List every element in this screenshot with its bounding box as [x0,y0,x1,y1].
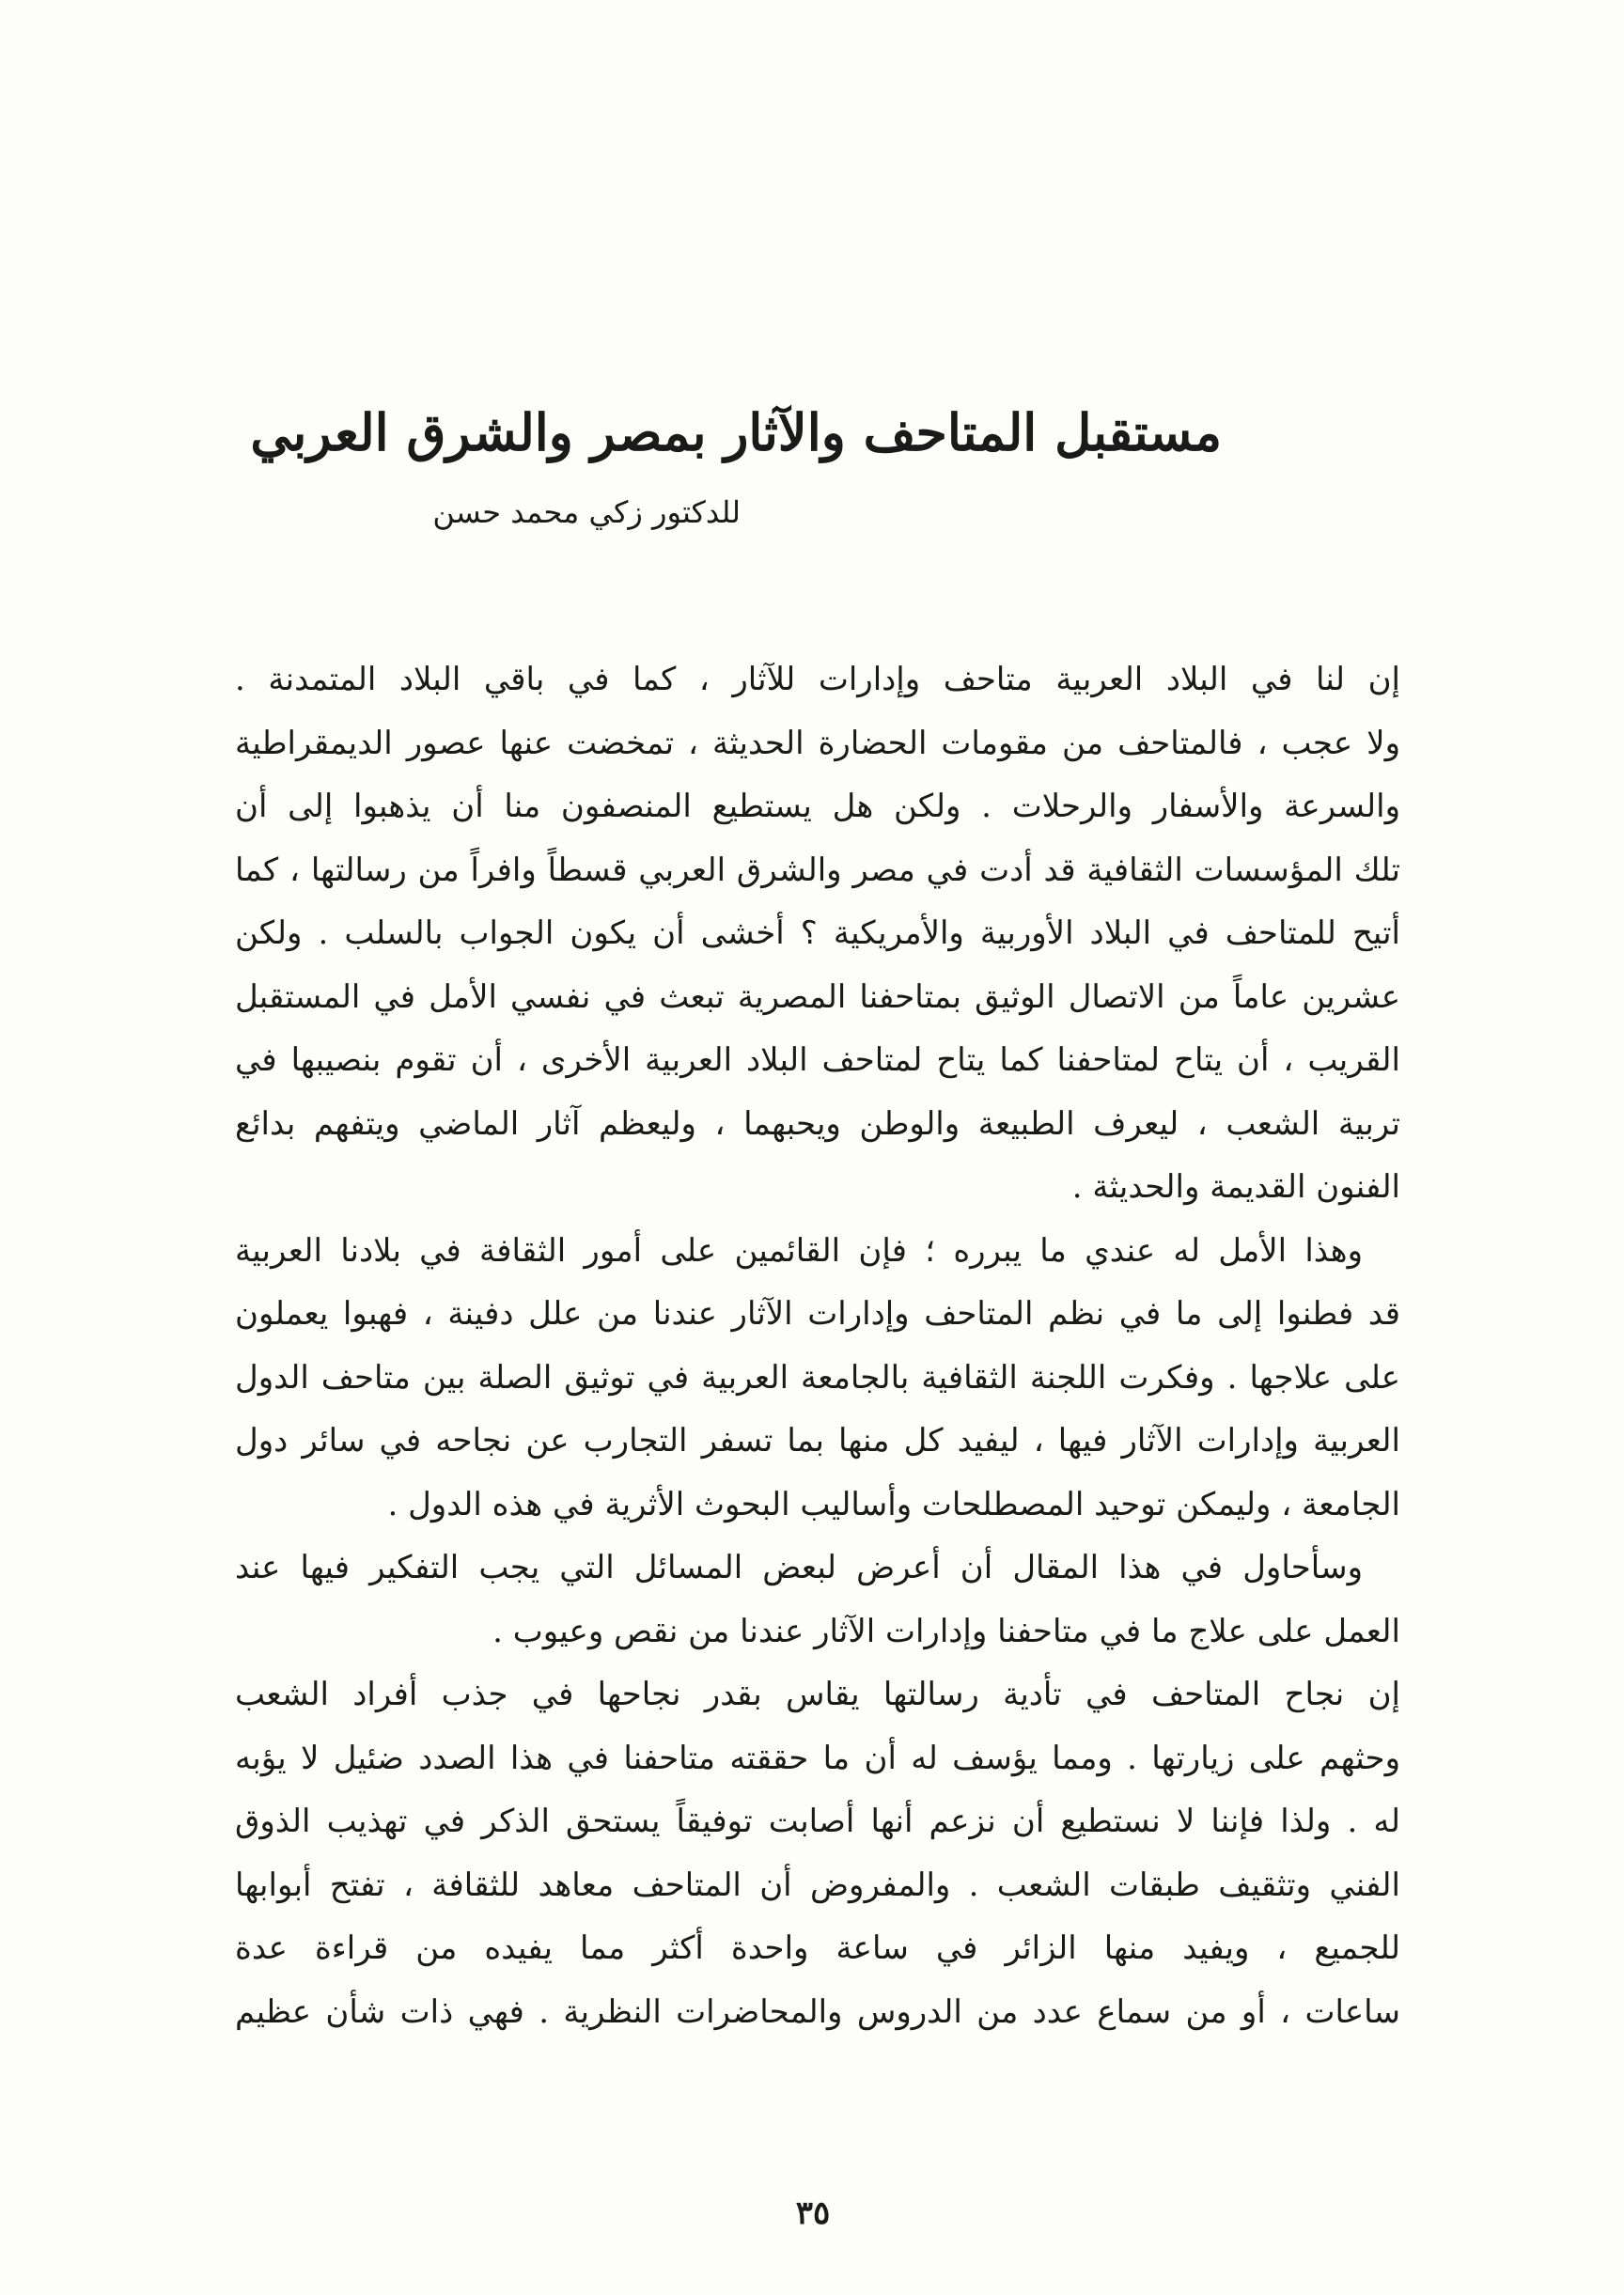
text-line: الفني وتثقيف طبقات الشعب . والمفروض أن المتاحف معاهد للثقافة ، تفتح أبوابها [235,1866,1400,1904]
text-line: ساعات ، أو من سماع عدد من الدروس والمحاضرات النظرية . فهي ذات شأن عظيم [235,1992,1400,2031]
text-line: ولا عجب ، فالمتاحف من مقومات الحضارة الحديثة ، تمخضت عنها عصور الديمقراطية [235,724,1400,762]
text-line: قد فطنوا إلى ما في نظم المتاحف وإدارات الآثار عندنا من علل دفينة ، فهبوا يعملون [235,1295,1400,1333]
text-line: على علاجها . وفكرت اللجنة الثقافية بالجامعة العربية في توثيق الصلة بين متاحف الدول [235,1358,1400,1397]
text-line: وسأحاول في هذا المقال أن أعرض لبعض المسائل التي يجب التفكير فيها عند [235,1549,1363,1586]
text-line: تربية الشعب ، ليعرف الطبيعة والوطن ويحبهما ، وليعظم آثار الماضي ويتفهم بدائع [235,1104,1400,1143]
text-line: أتيح للمتاحف في البلاد الأوربية والأمريكية ؟ أخشى أن يكون الجواب بالسلب . ولكن [235,914,1400,952]
text-line: الفنون القديمة والحديثة . [1071,1168,1400,1206]
text-line: تلك المؤسسات الثقافية قد أدت في مصر والشرق العربي قسطاً وافراً من رسالتها ، كما [235,851,1400,889]
article-body [235,648,1400,2044]
text-line: والسرعة والأسفار والرحلات . ولكن هل يستطيع المنصفون منا أن يذهبوا إلى أن [235,788,1400,825]
text-line: للجميع ، ويفيد منها الزائر في ساعة واحدة أكثر مما يفيده من قراءة عدة [235,1929,1400,1967]
page-number: ٣٥ [795,2194,831,2232]
text-line: الجامعة ، وليمكن توحيد المصطلحات وأساليب البحوث الأثرية في هذه الدول . [387,1485,1400,1523]
article-title: مستقبل المتاحف والآثار بمصر والشرق العربي [250,402,1222,462]
text-line: إن نجاح المتاحف في تأدية رسالتها يقاس بقدر نجاحها في جذب أفراد الشعب [235,1676,1400,1713]
text-line: وهذا الأمل له عندي ما يبرره ؛ فإن القائمين على أمور الثقافة في بلادنا العربية [235,1231,1363,1270]
text-line: عشرين عاماً من الاتصال الوثيق بمتاحفنا المصرية تبعث في نفسي الأمل في المستقبل [235,977,1400,1016]
author-byline: للدكتور زكي محمد حسن [432,494,741,530]
text-line: القريب ، أن يتاح لمتاحفنا كما يتاح لمتاحف البلاد العربية الأخرى ، أن تقوم بنصيبها في [235,1041,1400,1079]
text-line: وحثهم على زيارتها . ومما يؤسف له أن ما حققته متاحفنا في هذا الصدد ضئيل لا يؤبه [235,1739,1400,1777]
text-line: إن لنا في البلاد العربية متاحف وإدارات للآثار ، كما في باقي البلاد المتمدنة . [235,661,1400,698]
text-line: العمل على علاج ما في متاحفنا وإدارات الآثار عندنا من نقص وعيوب . [492,1612,1400,1650]
text-line: العربية وإدارات الآثار فيها ، ليفيد كل منها بما تسفر التجارب عن نجاحه في سائر دول [235,1422,1400,1460]
text-line: له . ولذا فإننا لا نستطيع أن نزعم أنها أصابت توفيقاً يستحق الذكر في تهذيب الذوق [235,1803,1400,1840]
